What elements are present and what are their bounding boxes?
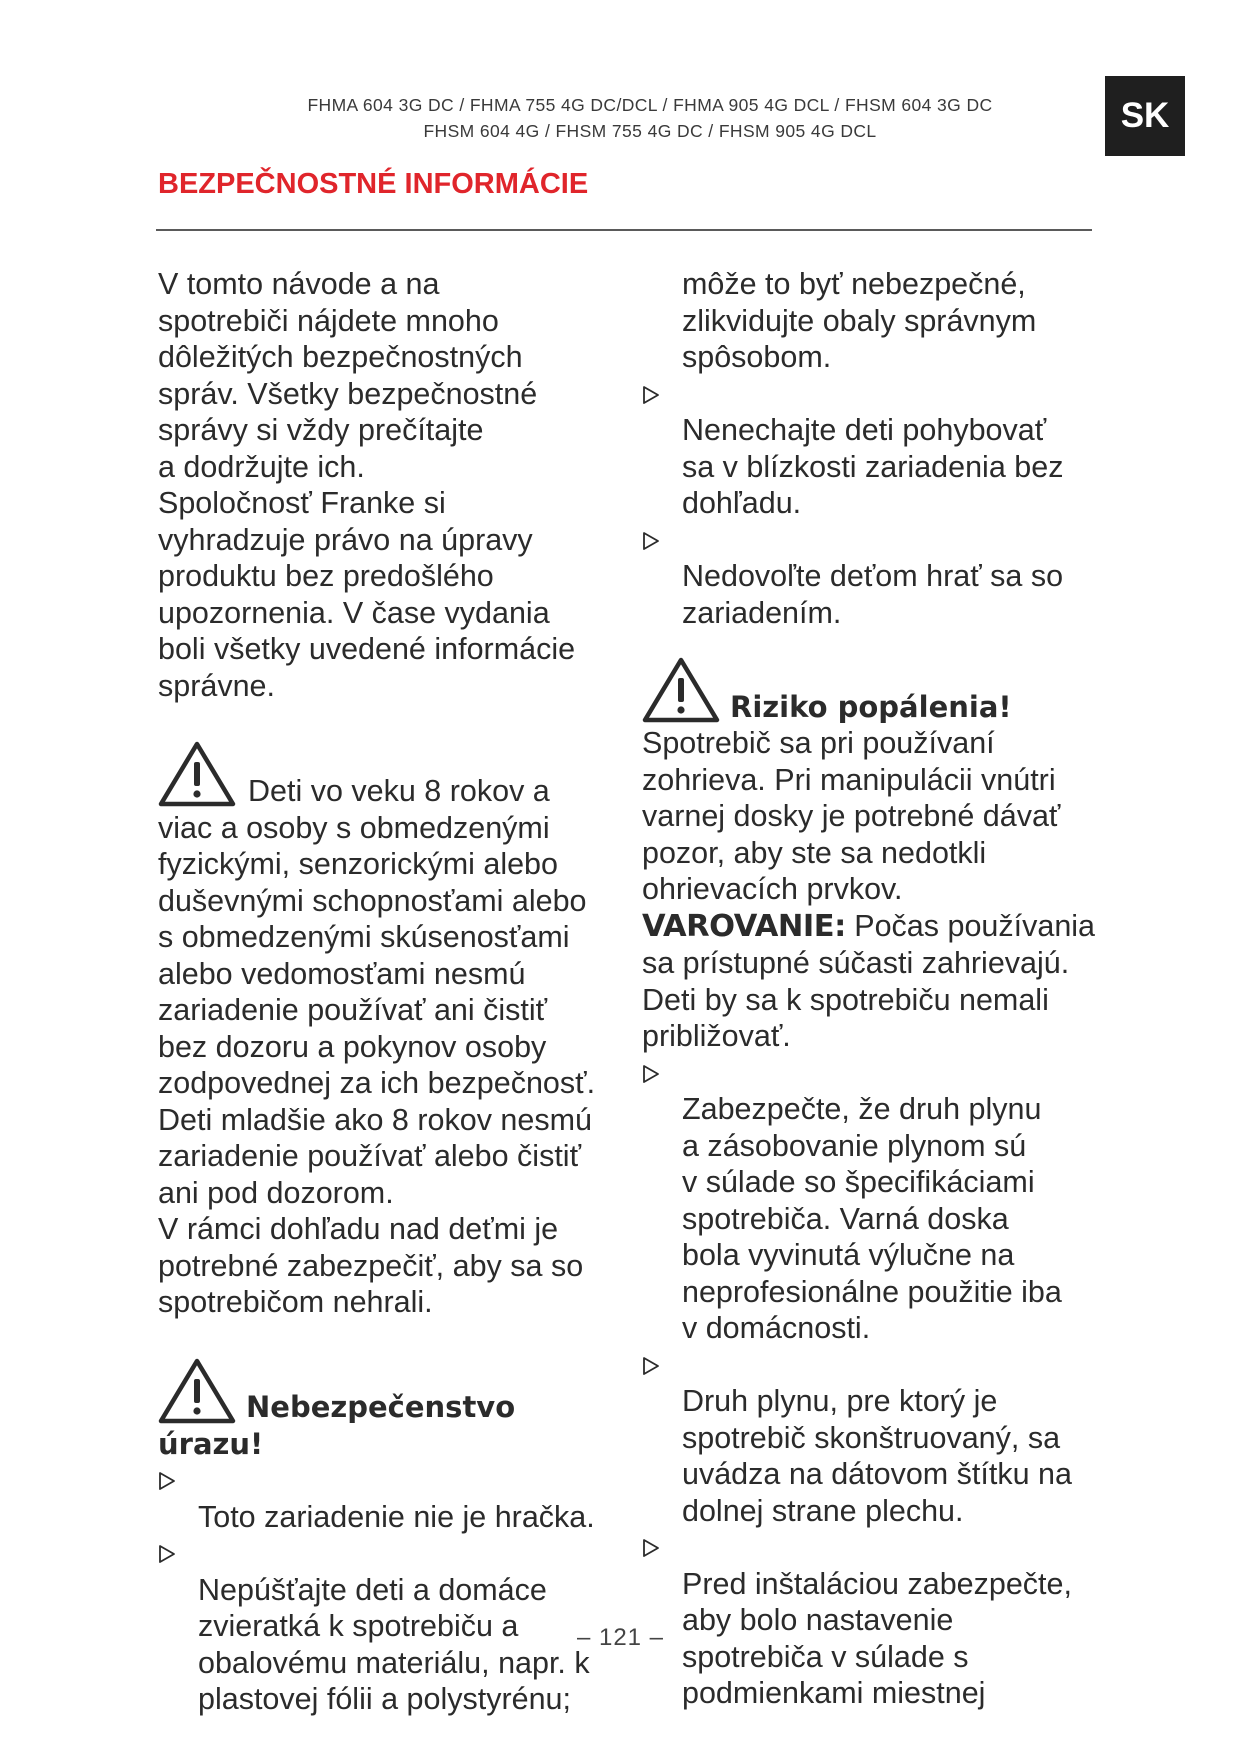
warning-triangle-icon — [642, 657, 720, 723]
bullet-item — [642, 1347, 1102, 1530]
warning-text: sa prístupné súčasti zahrievajú. Deti by sa k spotrebiču nemali približovať. — [642, 946, 1070, 1053]
bullet-text: Druh plynu, pre ktorý je spotrebič skonštruovaný, sa uvádza na dátovom štítku na dolnej strane plechu. — [682, 1384, 1072, 1528]
bullet-item — [642, 1529, 1102, 1712]
burn-paragraph: Spotrebič sa pri používaní zohrieva. Pri manipulácii vnútri varnej dosky je potrebné dávať pozor, aby ste sa nedotkli ohrievacích prvkov. — [642, 726, 1061, 906]
title-divider — [156, 229, 1092, 231]
bullet-item — [642, 376, 1102, 522]
injury-heading — [158, 1358, 628, 1463]
warning-paragraph — [642, 908, 1102, 1055]
bullet-triangle-icon — [642, 1356, 660, 1376]
bullet-text: Pred inštaláciou zabezpečte, aby bolo nastavenie spotrebiča v súlade s podmienkami miestnej — [682, 1566, 1072, 1710]
bullet-text: Nepúšťajte deti a domáce zvieratká k spotrebiču a obalovému materiálu, napr. k plastovej fólii a polystyrénu; — [198, 1572, 590, 1716]
burn-heading-text: Riziko popálenia! — [730, 689, 1012, 724]
page-number: – 121 – — [576, 1624, 665, 1651]
language-tab: SK — [1105, 76, 1185, 156]
bullet-item — [158, 1462, 628, 1535]
children-warning-first-line: Deti vo veku 8 rokov a — [248, 774, 550, 808]
warning-first-line: Počas používania — [845, 908, 1096, 943]
left-column — [158, 266, 628, 1718]
children-warning — [158, 741, 628, 1321]
intro-paragraph: V tomto návode a na spotrebiči nájdete mnoho dôležitých bezpečnostných správ. Všetky bezpečnostné správy si vždy prečítajte a dodržujte ich. Spoločnosť Franke si vyhradzuje právo na úpravy produktu bez predošlého upozornenia. V čase vydania boli všetky uvedené informácie správne. — [158, 267, 576, 703]
bullet-text: Nedovoľte deťom hrať sa so zariadením. — [682, 559, 1064, 630]
right-column — [642, 266, 1102, 1712]
model-list-line-1: FHMA 604 3G DC / FHMA 755 4G DC/DCL / FHMA 905 4G DCL / FHSM 604 3G DC — [307, 95, 993, 115]
injury-heading-line-2: úrazu! — [158, 1426, 264, 1461]
children-warning-text: viac a osoby s obmedzenými fyzickými, senzorickými alebo duševnými schopnosťami alebo s obmedzenými skúsenosťami alebo vedomosťami nesmú zariadenie používať ani čistiť bez dozoru a pokynov osoby zodpovednej za ich bezpečnosť. Deti mladšie ako 8 rokov nesmú zariadenie používať alebo čistiť ani pod dozorom. V rámci dohľadu nad deťmi je potrebné zabezpečiť, aby sa so spotrebičom nehrali. — [158, 810, 596, 1319]
warning-label: VAROVANIE: — [642, 908, 846, 944]
warning-triangle-icon — [158, 741, 236, 807]
section-title: BEZPEČNOSTNÉ INFORMÁCIE — [158, 168, 589, 200]
bullet-triangle-icon — [642, 531, 660, 551]
model-list — [150, 92, 1150, 144]
bullet-triangle-icon — [158, 1471, 176, 1491]
burn-heading — [642, 657, 1102, 725]
bullet-text: Nenechajte deti pohybovať sa v blízkosti zariadenia bez dohľadu. — [682, 413, 1064, 520]
bullet-item — [642, 1055, 1102, 1347]
bullet-triangle-icon — [642, 385, 660, 405]
bullet-text: Toto zariadenie nie je hračka. — [198, 1499, 595, 1534]
continuation-text: môže to byť nebezpečné, zlikvidujte obaly správnym spôsobom. — [682, 267, 1037, 374]
bullet-triangle-icon — [642, 1064, 660, 1084]
bullet-item — [642, 522, 1102, 632]
injury-heading-line-1: Nebezpečenstvo — [246, 1390, 516, 1424]
bullet-text: Zabezpečte, že druh plynu a zásobovanie plynom sú v súlade so špecifikáciami spotrebiča. Varná doska bola vyvinutá výlučne na neprofesionálne použitie iba v domácnosti. — [682, 1092, 1062, 1345]
warning-triangle-icon — [158, 1358, 236, 1424]
model-list-line-2: FHSM 604 4G / FHSM 755 4G DC / FHSM 905 4G DCL — [423, 121, 877, 141]
bullet-triangle-icon — [642, 1538, 660, 1558]
bullet-triangle-icon — [158, 1544, 176, 1564]
